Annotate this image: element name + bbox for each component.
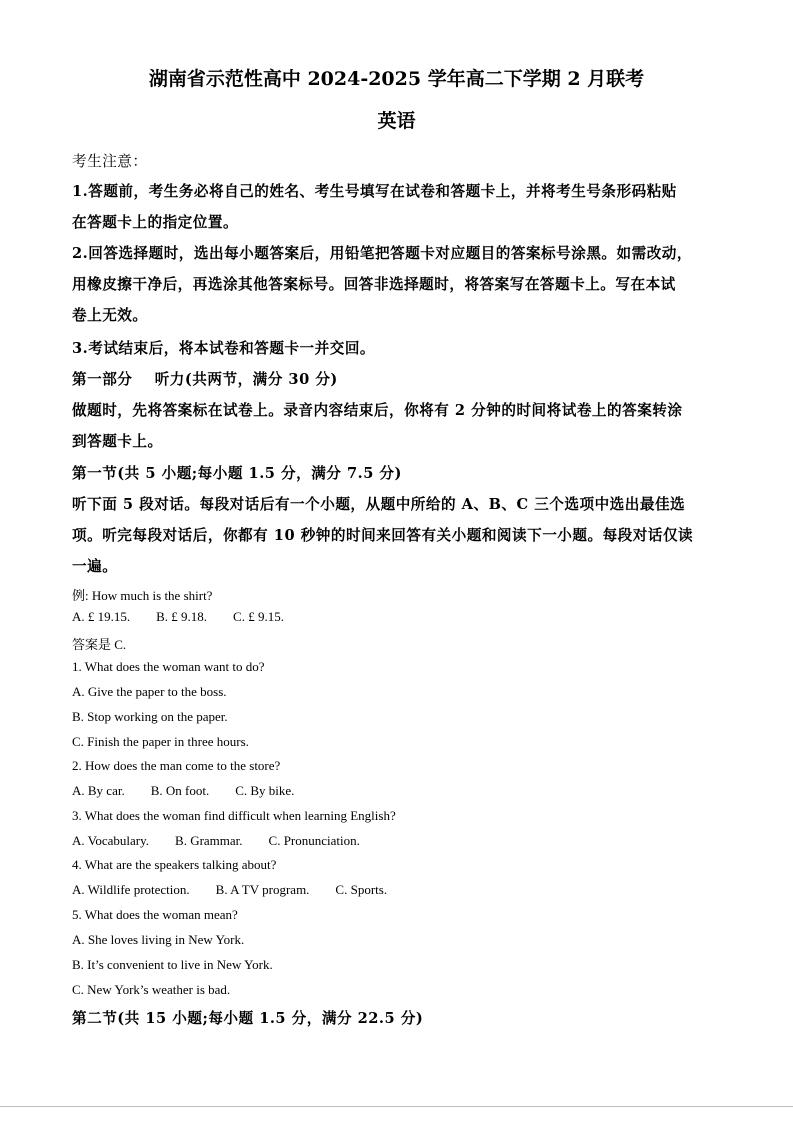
question-text: 3. What does the woman find difficult when learning English? bbox=[72, 808, 396, 823]
notice-heading: 考生注意： bbox=[72, 153, 148, 170]
part1-instruction: 做题时，先将答案标在试卷上。录音内容结束后，你将有 2 分钟的时间将试卷上的答案转涂 bbox=[72, 402, 683, 419]
example-options: A. £ 19.15. B. £ 9.18. C. £ 9.15. bbox=[72, 609, 284, 624]
section1-instruction: 一遍。 bbox=[72, 558, 118, 575]
notice-line: 1.答题前，考生务必将自己的姓名、考生号填写在试卷和答题卡上，并将考生号条形码粘贴 bbox=[72, 183, 677, 200]
notice-line: 2.回答选择题时，选出每小题答案后，用铅笔把答题卡对应题目的答案标号涂黑。如需改动， bbox=[72, 245, 692, 262]
answer-options: A. Wildlife protection. B. A TV program. C. Sports. bbox=[72, 882, 388, 897]
question-text: 5. What does the woman mean? bbox=[72, 907, 238, 922]
answer-options: A. By car. B. On foot. C. By bike. bbox=[72, 783, 295, 798]
part1-heading: 第一部分 听力(共两节，满分 30 分) bbox=[72, 371, 338, 388]
section1-instruction: 听下面 5 段对话。每段对话后有一个小题，从题中所给的 A、B、C 三个选项中选出最佳选 bbox=[72, 496, 686, 513]
answer-option: A. Give the paper to the boss. bbox=[72, 684, 227, 699]
section2-heading: 第二节(共 15 小题;每小题 1.5 分，满分 22.5 分) bbox=[72, 1010, 424, 1027]
section1-heading: 第一节(共 5 小题;每小题 1.5 分，满分 7.5 分) bbox=[72, 465, 402, 482]
footer-divider bbox=[0, 1106, 793, 1107]
exam-title: 湖南省示范性高中 2024-2025 学年高二下学期 2 月联考 bbox=[148, 68, 645, 90]
part1-instruction: 到答题卡上。 bbox=[72, 433, 163, 450]
notice-line: 3.考试结束后，将本试卷和答题卡一并交回。 bbox=[72, 340, 376, 357]
subject-title: 英语 bbox=[377, 110, 416, 132]
answer-option: C. New York’s weather is bad. bbox=[72, 982, 231, 997]
example-answer: 答案是 C. bbox=[72, 637, 127, 652]
answer-options: A. Vocabulary. B. Grammar. C. Pronunciation. bbox=[72, 833, 360, 848]
answer-option: B. It’s convenient to live in New York. bbox=[72, 957, 273, 972]
answer-option: C. Finish the paper in three hours. bbox=[72, 734, 249, 749]
notice-line: 在答题卡上的指定位置。 bbox=[72, 214, 239, 231]
question-text: 2. How does the man come to the store? bbox=[72, 758, 281, 773]
question-text: 4. What are the speakers talking about? bbox=[72, 857, 277, 872]
notice-line: 卷上无效。 bbox=[72, 307, 148, 324]
notice-line: 用橡皮擦干净后，再选涂其他答案标号。回答非选择题时，将答案写在答题卡上。写在本试 bbox=[72, 276, 676, 293]
section1-instruction: 项。听完每段对话后，你都有 10 秒钟的时间来回答有关小题和阅读下一小题。每段对话仅读 bbox=[72, 527, 694, 544]
answer-option: B. Stop working on the paper. bbox=[72, 709, 228, 724]
question-text: 1. What does the woman want to do? bbox=[72, 659, 265, 674]
example-question: 例: How much is the shirt? bbox=[72, 588, 213, 603]
answer-option: A. She loves living in New York. bbox=[72, 932, 245, 947]
